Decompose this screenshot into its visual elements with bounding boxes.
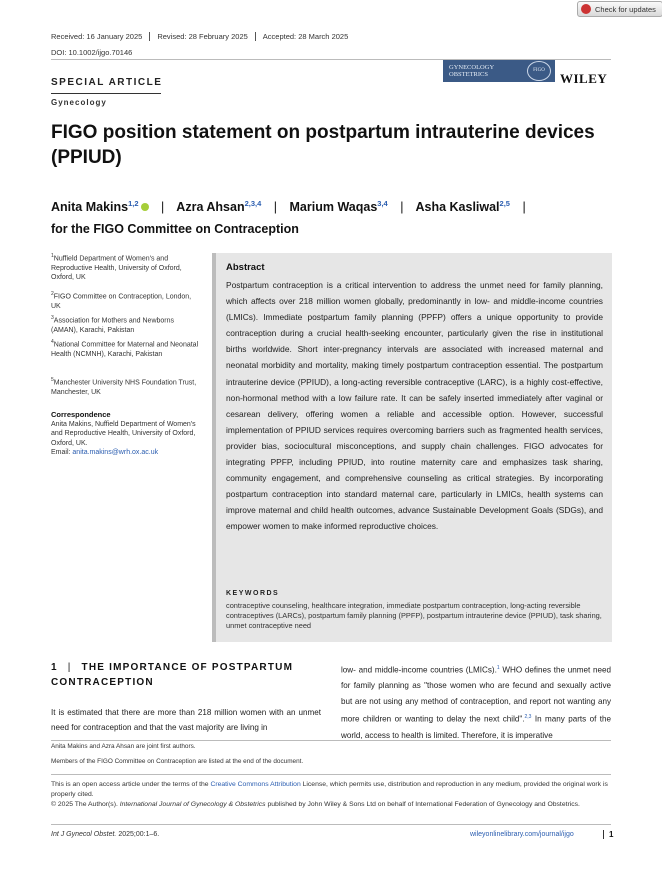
citation-ref[interactable]: 1	[496, 665, 500, 671]
body-text-part: low- and middle-income countries (LMICs).	[341, 665, 497, 675]
section-rule	[51, 93, 161, 94]
author-affiliation-ref[interactable]: 2,5	[499, 199, 510, 208]
citation-ref[interactable]: 2,3	[524, 714, 532, 721]
committee-line: for the FIGO Committee on Contraception	[51, 222, 299, 237]
affiliation-number: 3	[51, 315, 54, 321]
author-affiliation-ref[interactable]: 3,4	[377, 199, 388, 208]
author-separator: |	[161, 200, 165, 215]
affiliation-number: 4	[51, 339, 54, 345]
article-title: FIGO position statement on postpartum intrauterine devices (PPIUD)	[51, 122, 595, 168]
journal-name: International Journal of Gynecology & Obstetrics	[119, 801, 266, 808]
abstract-box	[212, 253, 612, 642]
section-separator: |	[67, 662, 72, 673]
section-label: SPECIAL ARTICLE	[51, 77, 163, 88]
body-text-part: In many parts of the world, access to health is limited. Therefore, it is imperative	[341, 714, 611, 740]
author-separator: |	[522, 200, 526, 215]
journal-logo	[443, 60, 555, 82]
author-name[interactable]: Azra Ahsan	[176, 200, 245, 215]
body-text-part: WHO defines the unmet need for family planning as "those women who are fecund and sexually active but are not using any method of contraception, and report not wanting any more children or wanting to delay the next child".	[341, 665, 611, 724]
email-link[interactable]: anita.makins@wrh.ox.ac.uk	[72, 449, 159, 457]
body-text-column-2	[341, 661, 611, 743]
copyright-text: © 2025 The Author(s).	[51, 801, 120, 808]
footer-divider	[51, 824, 611, 825]
check-for-updates-badge[interactable]	[577, 1, 662, 17]
journal-logo-line1: GYNECOLOGY	[449, 64, 495, 71]
affiliation-item	[51, 376, 201, 397]
figo-seal-icon: FIGO	[527, 61, 551, 81]
abstract-heading: Abstract	[226, 262, 265, 273]
affiliation-item	[51, 252, 201, 283]
footnote-committee-members: Members of the FIGO Committee on Contraception are listed at the end of the document.	[51, 758, 304, 765]
affiliation-text: National Committee for Maternal and Neonatal Health (NCMNH), Karachi, Pakistan	[51, 341, 199, 358]
body-text-column-1: It is estimated that there are more than 218 million women with an unmet need for contraception and that the vast majority are living in	[51, 708, 321, 733]
doi[interactable]: DOI: 10.1002/ijgo.70146	[51, 48, 133, 57]
author-affiliation-ref[interactable]: 2,3,4	[244, 199, 262, 208]
citation-journal: Int J Gynecol Obstet.	[51, 831, 117, 838]
affiliation-item	[51, 338, 201, 359]
section-title: THE IMPORTANCE OF POSTPARTUM CONTRACEPTION	[51, 662, 294, 688]
author-name[interactable]: Asha Kasliwal	[415, 200, 500, 215]
abstract-body: Postpartum contraception is a critical intervention to address the unmet need for family planning, which affects over 218 million women globally, predominantly in low- and middle-income countries (LMICs). Immediate postpartum family planning (PPFP) offers a unique opportunity to provide contraception during a crucial health-seeking encounter, particularly given the rise in institutional births worldwide. Short inter-pregnancy intervals are associated with increased maternal and neonatal morbidity and mortality, making timely postpartum contraception essential. The postpartum intrauterine device (PPIUD), a long-acting reversible contraceptive (LARC), is a highly cost-effective, non-hormonal method with a low failure rate. It can be safely inserted immediately after vaginal or cesarean delivery, offering women a reliable and accessible option. However, successful implementation of PPIUD services requires overcoming barriers such as fragmented health services, provider bias, sociocultural misconceptions, and supply chain challenges. FIGO advocates for integrating PPFP, including PPIUD, into routine maternity care and emphasizes task sharing, community engagement, and comprehensive counseling as critical strategies. By incorporating postpartum contraception into standard maternal care, particularly in LMICs, health systems can improve maternal and child health outcomes, advance Sustainable Development Goals (SDGs), and empower women to make informed reproductive choices.	[226, 280, 603, 532]
footnote-divider	[51, 740, 611, 741]
accepted-date: Accepted: 28 March 2025	[255, 32, 355, 41]
license-text-part: This is an open access article under the terms of the	[51, 781, 211, 788]
correspondence-text: Anita Makins, Nuffield Department of Women's and Reproductive Health, University of Oxford, Oxford, UK.	[51, 421, 196, 447]
author-separator: |	[273, 200, 278, 215]
correspondence-heading: Correspondence	[51, 410, 111, 419]
check-updates-icon	[581, 4, 591, 14]
affiliation-text: Association for Mothers and Newborns (AMAN), Karachi, Pakistan	[51, 317, 175, 334]
license-text	[51, 780, 611, 810]
affiliation-item	[51, 314, 201, 335]
affiliation-text: Manchester University NHS Foundation Trust, Manchester, UK	[51, 379, 197, 396]
journal-url-link[interactable]: wileyonlinelibrary.com/journal/ijgo	[470, 831, 574, 838]
creative-commons-link[interactable]: Creative Commons Attribution	[210, 781, 301, 788]
received-date: Received: 16 January 2025	[51, 32, 143, 41]
section-number: 1	[51, 662, 58, 673]
orcid-icon[interactable]	[141, 203, 149, 211]
affiliation-text: FIGO Committee on Contraception, London, UK	[51, 293, 192, 310]
subject-label: Gynecology	[51, 98, 107, 107]
copyright-text: published by John Wiley & Sons Ltd on behalf of International Federation of Gynecology and Obstetrics.	[265, 801, 580, 808]
publisher-logo: WILEY	[560, 71, 608, 86]
revised-date: Revised: 28 February 2025	[149, 32, 254, 41]
author-name[interactable]: Marium Waqas	[289, 200, 378, 215]
email-label: Email:	[51, 449, 71, 457]
footer-citation	[51, 831, 159, 838]
citation-details: 2025;00:1–6.	[116, 831, 160, 838]
abstract-side-bar	[212, 253, 216, 642]
keywords-heading: KEYWORDS	[226, 590, 280, 597]
author-affiliation-ref[interactable]: 1,2	[128, 199, 139, 208]
article-dates	[51, 32, 355, 41]
license-divider	[51, 774, 611, 775]
affiliation-number: 1	[51, 253, 54, 259]
page-number: 1	[603, 830, 613, 839]
keywords-list: contraceptive counseling, healthcare integration, immediate postpartum contraception, long-acting reversible contraceptives (LARCs), postpartum family planning (PPFP), postpartum intrauterine device (PPIUD), task sharing, unmet contraceptive need	[226, 601, 602, 631]
affiliation-text: Nuffield Department of Women's and Reproductive Health, University of Oxford, Oxford, UK	[51, 255, 182, 282]
affiliation-number: 2	[51, 291, 54, 297]
author-name[interactable]: Anita Makins	[51, 200, 129, 215]
affiliation-item	[51, 290, 201, 311]
check-updates-label: Check for updates	[595, 4, 656, 14]
section-heading	[51, 660, 331, 690]
journal-logo-line2: OBSTETRICS	[449, 71, 489, 78]
correspondence-details	[51, 420, 201, 458]
author-list	[51, 193, 611, 240]
affiliation-number: 5	[51, 377, 54, 383]
footnote-joint-authors: Anita Makins and Azra Ahsan are joint first authors.	[51, 743, 196, 750]
author-separator: |	[400, 200, 404, 215]
license-text-part: License, which permits use, distribution and reproduction in any medium, provided the original work is properly cited.	[51, 781, 608, 798]
